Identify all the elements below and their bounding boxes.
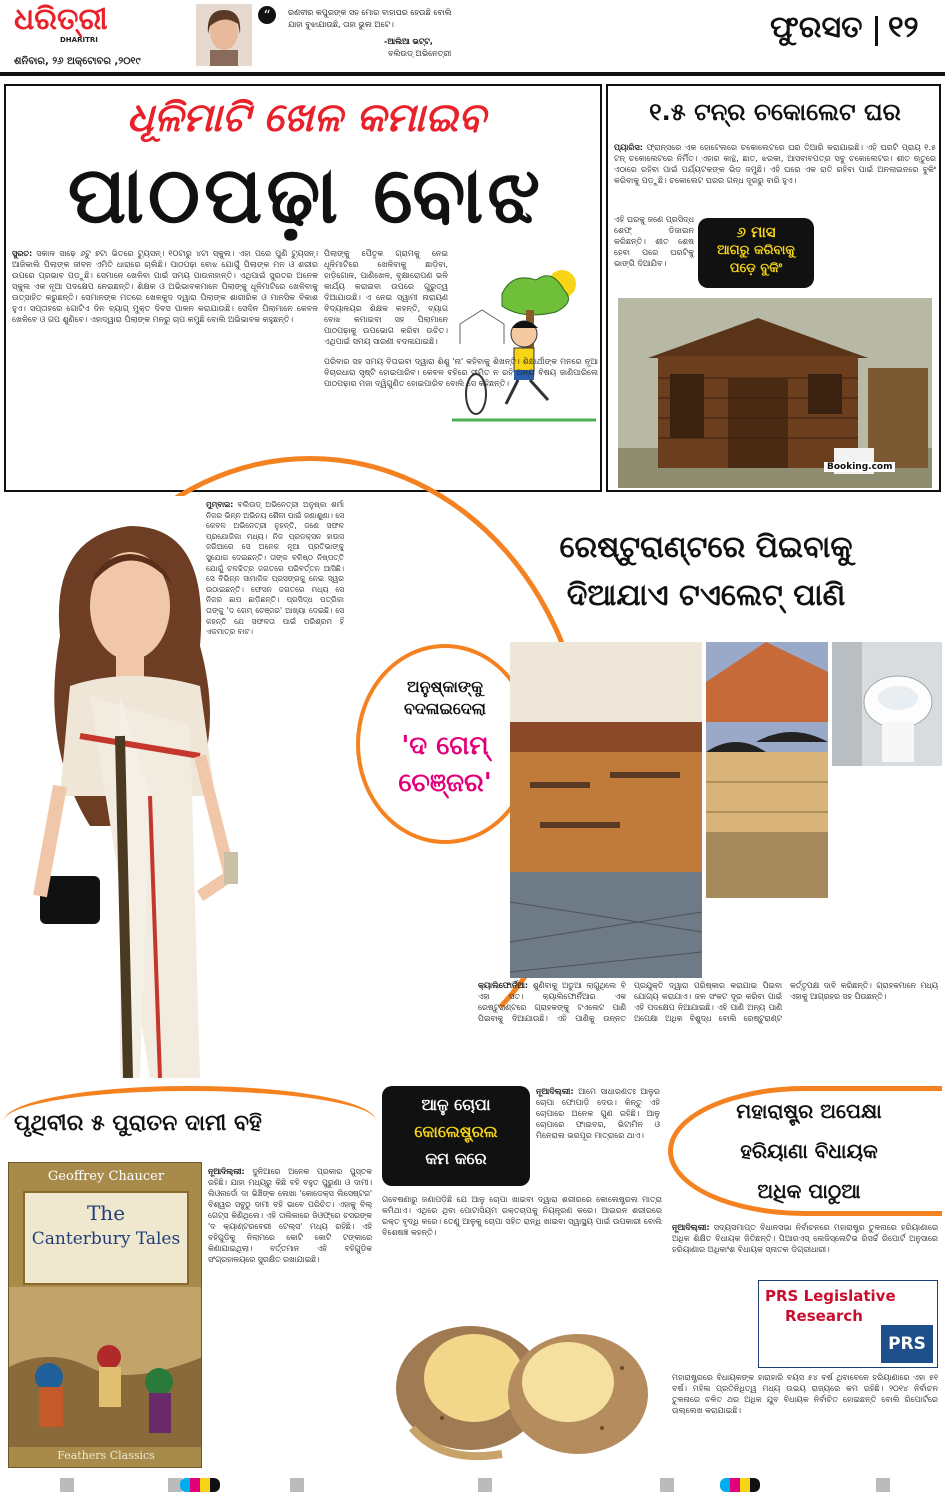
- story-old-books: [4, 1082, 376, 1472]
- story1-col1-text: ସକାଳ ସାଢ଼େ ୬ଟୁ ୭ଟା ଭିତରେ ଟ୍ୟୁସନ୍। ୧୦ଟାରୁ ୪ଟା ସ୍କୁଲ। ଏହା ପରେ ପୁଣି ଟ୍ୟୁସନ୍। ଆଜିକାଲି ପିଲାଙ୍କ ଜୀବନ ଏମିତି ଧାରାରେ ଚାଲିଛି। ପାଠପଢ଼ା ବୋଝ ଯୋଗୁଁ ପିଲାଙ୍କ ମନ ଓ ଶରୀର ଉପରେ ପ୍ରଭାବ ପଡ଼ୁଛି। ସେମାନେ ଖେଳିବା ପାଇଁ ସମୟ ପାଉନାହାନ୍ତି। ଏଥିପାଇଁ ସୁରତର ଅନେକ ସ୍କୁଲ ଏକ ନୂଆ ପଦକ୍ଷେପ ନେଇଛନ୍ତି। ଶିକ୍ଷକ ଓ ଅଭିଭାବକମାନେ ପିଲାଙ୍କୁ ଧୂଳିମାଟିରେ ଖେଳିବାକୁ ଉତ୍ସାହିତ କରୁଛନ୍ତି। ସେମାନଙ୍କ ମତରେ ଖେଳକୁଦ ଦ୍ୱାରା ପିଲାଙ୍କ ଶାରୀରିକ ଓ ମାନସିକ ବିକାଶ ହୁଏ। ସପ୍ତାହରେ ଗୋଟିଏ ଦିନ ବ୍ୟାଗ୍ ମୁକ୍ତ ଦିବସ ପାଳନ କରାଯାଉଛି। ସେଦିନ ପିଲାମାନେ କେବଳ ଖେଳିବେ ଓ ଗପ ଶୁଣିବେ। ଏହାଦ୍ୱାରା ପିଲାଙ୍କ ମନରୁ ଚାପ କମୁଛି ବୋଲି ଅଭିଭାବକ କହୁଛନ୍ତି।: [12, 249, 318, 324]
- book-title-1: The: [86, 1201, 126, 1225]
- story-potato-peel: [380, 1082, 664, 1472]
- story-mud-play: [4, 84, 602, 492]
- circle-line1: ଅନୁଷ୍କାଙ୍କୁ: [406, 677, 483, 696]
- story7-headline2: ହରିୟାଣା ବିଧାୟକ: [740, 1139, 878, 1163]
- story6-body2-text: ଗବେଷଣାରୁ ଜଣାପଡ଼ିଛି ଯେ ଆଳୁ ଚୋପା ଖାଇବା ଦ୍ୱାରା ଶରୀରରେ କୋଲେଷ୍ଟ୍ରଲ ମାତ୍ରା କମିଥାଏ। ଏଥିରେ ଥିବା ପୋଟାସିୟମ ରକ୍ତଚାପକୁ ନିୟନ୍ତ୍ରଣ କରେ। ଆଇରନ ଶରୀରରେ ରକ୍ତ ବୃଦ୍ଧି କରେ। ତେଣୁ ଆଳୁକୁ ଚୋପା ସହିତ ରାନ୍ଧି ଖାଇବା ସ୍ୱାସ୍ଥ୍ୟ ପାଇଁ ଉପକାରୀ ବୋଲି ବିଶେଷଜ୍ଞ କହନ୍ତି।: [382, 1195, 662, 1237]
- story4-body-text: ଶୁଣିବାକୁ ଅଡୁଆ ଲାଗୁଥିଲେ ବି ଏହା ସତ। କ୍ୟାଲିଫୋର୍ନିଆର ଏକ ରେଷ୍ଟୁରାଣ୍ଟରେ ଗ୍ରାହକଙ୍କୁ ଟଏଲେଟ ପାଣି ପିଇବାକୁ ଦିଆଯାଉଛି। ଏହି ପାଣିକୁ ଉନ୍ନତ ପ୍ରଯୁକ୍ତି ଦ୍ୱାରା ପରିଷ୍କାର କରାଯାଇ ପିଇବା ଯୋଗ୍ୟ କରାଯାଏ। ଜଳ ସଂକଟ ଦୂର କରିବା ପାଇଁ ଏହି ପଦକ୍ଷେପ ନିଆଯାଇଛି। ଏହି ପାଣି ଅନ୍ୟ ପାଣି ଅପେକ୍ଷା ଅଧିକ ବିଶୁଦ୍ଧ ବୋଲି ରେଷ୍ଟୁରାଣ୍ଟ କର୍ତ୍ତୃପକ୍ଷ ଦାବି କରିଛନ୍ତି। ଗ୍ରାହକମାନେ ମଧ୍ୟ ଏହାକୁ ଆଗ୍ରହର ସହ ପିଉଛନ୍ତି।: [478, 981, 938, 1023]
- booking-callout: [698, 218, 814, 288]
- reg-bar-4: [478, 1478, 492, 1492]
- section-name: ଫୁରସତ: [770, 10, 863, 45]
- story2-body1: [614, 142, 936, 212]
- story1-headline: ପାଠପଢ଼ା ବୋଝ: [67, 151, 545, 241]
- quote-text-2: ଯାହା ବୁଝାଯାଉଛି, ତାହା ଭୁଲ ଅଟେ।: [288, 20, 394, 29]
- story7-body1-text: ସଦ୍ୟସମାପ୍ତ ବିଧାନସଭା ନିର୍ବାଚନରେ ମହାରାଷ୍ଟ୍ର ତୁଳନାରେ ହରିୟାଣାରେ ଅଧିକ ଶିକ୍ଷିତ ବିଧାୟକ ଜିତିଛନ୍ତି। ପିଆରଏସ୍ ଲେଜିସ୍ଲେଟିଭ ରିସର୍ଚ୍ଚ ରିପୋର୍ଟ ଅନୁସାରେ ହରିୟାଣାର ଅଧିକାଂଶ ବିଧାୟକ ସ୍ନାତକ ଡିଗ୍ରୀଧାରୀ।: [672, 1223, 938, 1254]
- story1-col2b-text: ପରିବାର ସହ ସମୟ ବିତାଇବା ଦ୍ୱାରା ଶିଶୁ 'ନା' କହିବାକୁ ଶିଖନ୍ତି। ଶିକ୍ଷାର୍ଥୀଙ୍କ ମନରେ ନୂଆ ବିଚାରଧାରା ସୃଷ୍ଟି ହୋଇପାରିବ। କେବଳ ବହିରେ ସୀମିତ ନ ରହି ଅନ୍ୟ ବିଷୟ ଜାଣିପାରିଲେ ପାଠପଢ଼ାର ମଜା ଦ୍ୱିଗୁଣିତ ହୋଇପାରିବ ବୋଲି ସେ କହିଛନ୍ତି।: [324, 357, 598, 388]
- story7-headline1: ମହାରାଷ୍ଟ୍ର ଅପେକ୍ଷା: [736, 1099, 882, 1123]
- chocolate-house-image: [618, 298, 932, 488]
- photo-credit: Booking.com: [824, 462, 895, 472]
- story2-body1-text: ଫ୍ରାନ୍ସରେ ଏକ ହୋଟେଲରେ ଚକୋଲେଟରେ ଘର ତିଆରି କରାଯାଇଛି। ଏହି ଘରଟି ପ୍ରାୟ ୧.୫ ଟନ୍ ଚକୋଲେଟରେ ନିର୍ମିତ। ଏହାର କାନ୍ଥ, ଛାତ, ଝରକା, ଆସବାବପତ୍ର ସବୁ ଚକୋଲେଟର। ଶୀତ ଋତୁରେ ଏଠାରେ ରହିବା ପାଇଁ ପର୍ଯ୍ୟଟକଙ୍କ ଭିଡ଼ ଜମୁଛି। ଏହି ଘରେ ଏକ ରାତି ରହିବା ପାଇଁ ଅନଲାଇନରେ ବୁକିଂ କରିବାକୁ ପଡ଼ୁଛି। ଚକୋଲେଟ ଘରର ଗନ୍ଧ ଦୂରରୁ ବାରି ହୁଏ।: [614, 143, 936, 185]
- cmyk-dots-right: [720, 1478, 760, 1492]
- story7-body2: [672, 1372, 938, 1468]
- book-publisher: Feathers Classics: [57, 1449, 155, 1462]
- story7-body2-text: ମହାରାଷ୍ଟ୍ରରେ ବିଧାୟକଙ୍କ ହାରାହାରି ବୟସ ୫୪ ବର୍ଷ ଥିବାବେଳେ ହରିୟାଣାରେ ଏହା ୫୧ ବର୍ଷ। ମହିଳା ପ୍ରତିନିଧିତ୍ୱ ମଧ୍ୟ ଉଭୟ ରାଜ୍ୟରେ କମ ରହିଛି। ୨୦୧୪ ନିର୍ବାଚନ ତୁଳନାରେ ଚଳିତ ଥର ଅଧିକ ଯୁବ ବିଧାୟକ ନିର୍ବାଚିତ ହୋଇଛନ୍ତି ବୋଲି ରିପୋର୍ଟରେ ଉଲ୍ଲେଖ କରାଯାଇଛି।: [672, 1373, 938, 1415]
- story-mla-education: [668, 1082, 942, 1472]
- restaurant-interior-photo: [510, 642, 702, 978]
- face-portrait-image: [196, 4, 252, 66]
- story6-body2: [382, 1194, 662, 1276]
- prs-logo-mark: PRS: [881, 1325, 933, 1363]
- potato-image: [382, 1278, 662, 1468]
- story6-headline1: ଆଳୁ ଚୋପା: [421, 1095, 491, 1114]
- story7-dateline: ନୂଆଦିଲ୍ଲୀ:: [672, 1223, 710, 1232]
- story-toilet-water: [470, 522, 942, 1078]
- book-author: Geoffrey Chaucer: [47, 1169, 165, 1184]
- chocolate-house-photo: [618, 298, 932, 488]
- book-title-panel: [23, 1191, 189, 1285]
- story7-body1: [672, 1222, 938, 1278]
- story7-headline3: ଅଧିକ ପାଠୁଆ: [757, 1179, 861, 1203]
- masthead-rule: [0, 72, 945, 76]
- toilet-photo: [832, 642, 942, 766]
- story3-dateline: ମୁମ୍ବାଇ:: [206, 500, 234, 509]
- quote-icon: “: [258, 6, 276, 24]
- logo-sub: DHARITRI: [60, 36, 98, 44]
- story4-body: [478, 980, 938, 1076]
- story2-body2-text: ଏହି ଘରକୁ ଜଣେ ପ୍ରସିଦ୍ଧ ଶେଫ୍ ଡିଜାଇନ କରିଛନ୍ତି। ଶୀତ ଶେଷ ହେବା ପରେ ଘରଟିକୁ ଭାଙ୍ଗି ଦିଆଯିବ।: [614, 215, 694, 268]
- callout-line3: ପଡ଼େ ବୁକିଂ: [729, 261, 783, 276]
- quote-text-1: ରଣବୀର କପୁରଙ୍କ ସହ ମୋର ବାହାଘର ହେଉଛି ବୋଲି: [288, 8, 452, 17]
- callout-line2: ଆଗରୁ କରିବାକୁ: [717, 243, 795, 258]
- story2-headline: ୧.୫ ଟନ୍‌ର ଚକୋଲେଟ ଘର: [649, 98, 901, 126]
- restaurant-interior-image: [510, 642, 702, 978]
- story5-body: [208, 1166, 372, 1468]
- story3-body-text: ବଲିଉଡ୍ ଅଭିନେତ୍ରୀ ଅନୁଷ୍କା ଶର୍ମା ନିଜର ଭିନ୍ନ ଅଭିନୟ ଶୈଳୀ ପାଇଁ ଜଣାଶୁଣା। ସେ କେବଳ ଅଭିନେତ୍ରୀ ନୁହନ୍ତି, ଜଣେ ସଫଳ ପ୍ରଯୋଜିକା ମଧ୍ୟ। ନିଜ ପ୍ରଡକ୍ସନ ହାଉସ ଜରିଆରେ ସେ ଅନେକ ନୂଆ ପ୍ରତିଭାଙ୍କୁ ସୁଯୋଗ ଦେଇଛନ୍ତି। ତାଙ୍କ ବଳିଷ୍ଠ ନିଷ୍ପତ୍ତି ଯୋଗୁଁ ଚଳଚ୍ଚିତ୍ର ଜଗତରେ ପରିବର୍ତ୍ତନ ଆସିଛି। ସେ ବିଭିନ୍ନ ସାମାଜିକ ପ୍ରସଙ୍ଗକୁ ନେଇ ସ୍ୱର ଉଠାଇଛନ୍ତି। ଫେସନ ଜଗତରେ ମଧ୍ୟ ସେ ନିଜର ଛାପ ଛାଡ଼ିଛନ୍ତି। ପ୍ରସିଦ୍ଧ ପତ୍ରିକା ତାଙ୍କୁ 'ଦ ଗେମ୍ ଚେଞ୍ଜର' ଆଖ୍ୟା ଦେଇଛି। ସେ କହନ୍ତି ଯେ ସଫଳତା ପାଇଁ ପରିଶ୍ରମ ହିଁ ଏକମାତ୍ର ବାଟ।: [206, 500, 344, 637]
- reg-bar-5: [660, 1478, 674, 1492]
- prs-logo-line1: PRS Legislative: [765, 1287, 896, 1305]
- story1-col2: [324, 248, 448, 354]
- story2-body2: [614, 214, 694, 294]
- quote-author-1: -ଆଲିଆ ଭଟ୍ଟ,: [384, 37, 433, 46]
- story4-headline2: ଦିଆଯାଏ ଟଏଲେଟ୍ ପାଣି: [566, 578, 846, 613]
- print-color-marks: [0, 1478, 945, 1496]
- story5-headline: ପୃଥିବୀର ୫ ପୁରାତନ ଦାମୀ ବହି: [14, 1111, 262, 1136]
- circle-quote2: ଚେଞ୍ଜର': [398, 768, 492, 798]
- page-number: ୧୨: [888, 10, 919, 45]
- story3-body: [206, 500, 344, 920]
- outdoor-cafe-photo: [706, 642, 828, 898]
- story-chocolate-house: [606, 84, 941, 492]
- story6-body1: [536, 1086, 660, 1190]
- logo-text: ଧରିତ୍ରୀ: [14, 2, 108, 37]
- quote-avatar: [196, 4, 252, 66]
- prs-logo: [758, 1280, 938, 1368]
- story4-headline1: ରେଷ୍ଟୁରାଣ୍ଟରେ ପିଇବାକୁ: [559, 530, 853, 565]
- reg-bar-6: [876, 1478, 890, 1492]
- section-divider: [875, 16, 878, 46]
- reg-bar-1: [60, 1478, 74, 1492]
- potato-headline-box: [382, 1086, 530, 1186]
- circle-quote1: 'ଦ ଗେମ୍: [401, 731, 489, 761]
- quote-author-2: ବଲିଉଡ୍ ଅଭିନେତ୍ରୀ: [388, 49, 452, 58]
- story6-headline2: କୋଲେଷ୍ଟ୍ରଲ: [414, 1122, 498, 1141]
- story2-dateline: ପ୍ୟାରିସ:: [614, 143, 643, 152]
- story6-dateline: ନୂଆଦିଲ୍ଲୀ:: [536, 1087, 574, 1096]
- cmyk-dots-left: [180, 1478, 220, 1492]
- reg-bar-3: [290, 1478, 304, 1492]
- story1-dateline: ସୁରତ:: [12, 249, 33, 258]
- toilet-image: [832, 642, 942, 766]
- story1-col2-text: ପିଲାଙ୍କୁ ପୈତୃକ ଗ୍ରାମକୁ ନେଇ ଧୂଳିମାଟିରେ ଖେଳିବାକୁ ଛାଡ଼ିବା, ହାଡ଼ିଗୋଳ, ପାଣିଖେଳ, ବୃକ୍ଷାରୋପଣ ଭଳି କାର୍ଯ୍ୟ କରାଇବା ଉପରେ ଗୁରୁତ୍ୱ ଦିଆଯାଉଛି। ଏ ନେଇ ସ୍ୱାମୀ ନାରାୟଣ ବିଦ୍ୟାଳୟର ଶିକ୍ଷକ କହନ୍ତି, ବ୍ୟାଗ ବୋଝ କମାଇବା ସହ ପିଲାମାନେ ପାଠପଢ଼ାକୁ ଉପଭୋଗ କରିବା ଉଚିତ। ଏଥିପାଇଁ ସମୟ ସାରଣୀ ବଦଳାଯାଇଛି।: [324, 249, 448, 346]
- callout-line1: ୬ ମାସ: [736, 223, 776, 241]
- story5-dateline: ନୂଆଦିଲ୍ଲୀ:: [208, 1167, 245, 1176]
- masthead: [0, 0, 945, 80]
- potato-photo: [382, 1278, 662, 1468]
- story1-col1: [12, 248, 318, 490]
- book-illustration: [9, 1287, 202, 1447]
- logo: [14, 2, 164, 46]
- story6-body1-text: ଆମେ ସାଧାରଣତଃ ଆଳୁର ଚୋପା ଫୋପାଡ଼ି ଦେଉ। କିନ୍ତୁ ଏହି ଚୋପାରେ ଅନେକ ଗୁଣ ରହିଛି। ଆଳୁ ଚୋପାରେ ଫାଇବର, ଭିଟାମିନ ଓ ମିନେରାଲ ଭରପୂର ମାତ୍ରାରେ ଥାଏ।: [536, 1087, 660, 1140]
- book-title-2: Canterbury Tales: [31, 1229, 181, 1249]
- story5-body-text: ଦୁନିଆରେ ଅନେକ ପ୍ରକାର ପୁସ୍ତକ ରହିଛି। ଯାହା ମଧ୍ୟରୁ କିଛି ବହି ବହୁତ ପୁରୁଣା ଓ ଦାମୀ। ଲିଓନାର୍ଡୋ ଦା ଭିଞ୍ଚିଙ୍କ ଲେଖା 'କୋଡେକ୍ସ ଲିସେଷ୍ଟର' ବିଶ୍ୱର ସବୁଠୁ ଦାମୀ ବହି ଭାବେ ପରିଚିତ। ଏହାକୁ ବିଲ୍ ଗେଟ୍ସ କିଣିଥିଲେ। ଏହି ତାଲିକାରେ ଜିଓଫ୍ରେ ଚସରଙ୍କ 'ଦ କ୍ୟାଣ୍ଟରବେରୀ ଟେଲ୍ସ' ମଧ୍ୟ ରହିଛି। ଏହି ବହିଗୁଡ଼ିକୁ ନିଲାମରେ କୋଟି କୋଟି ଟଙ୍କାରେ କିଣାଯାଇଥିଲା। ବର୍ତ୍ତମାନ ଏହି ବହିଗୁଡ଼ିକ ସଂଗ୍ରହାଳୟରେ ସୁରକ୍ଷିତ ରଖାଯାଇଛି।: [208, 1167, 372, 1264]
- outdoor-cafe-image: [706, 642, 828, 898]
- prs-logo-line2: Research: [785, 1307, 863, 1325]
- circle-line2: ବଦଳାଇଦେଲା: [403, 699, 487, 718]
- book-cover: [8, 1162, 202, 1468]
- story6-headline3: କମ କରେ: [425, 1149, 487, 1168]
- story1-kicker: ଧୂଳିମାଟି ଖେଳ କମାଇବ: [126, 95, 486, 141]
- story4-dateline: କ୍ୟାଲିଫୋର୍ନିଆ:: [478, 981, 528, 990]
- masthead-date: ଶନିବାର, ୨୬ ଅକ୍ଟୋବର ,୨୦୧୯: [14, 56, 141, 67]
